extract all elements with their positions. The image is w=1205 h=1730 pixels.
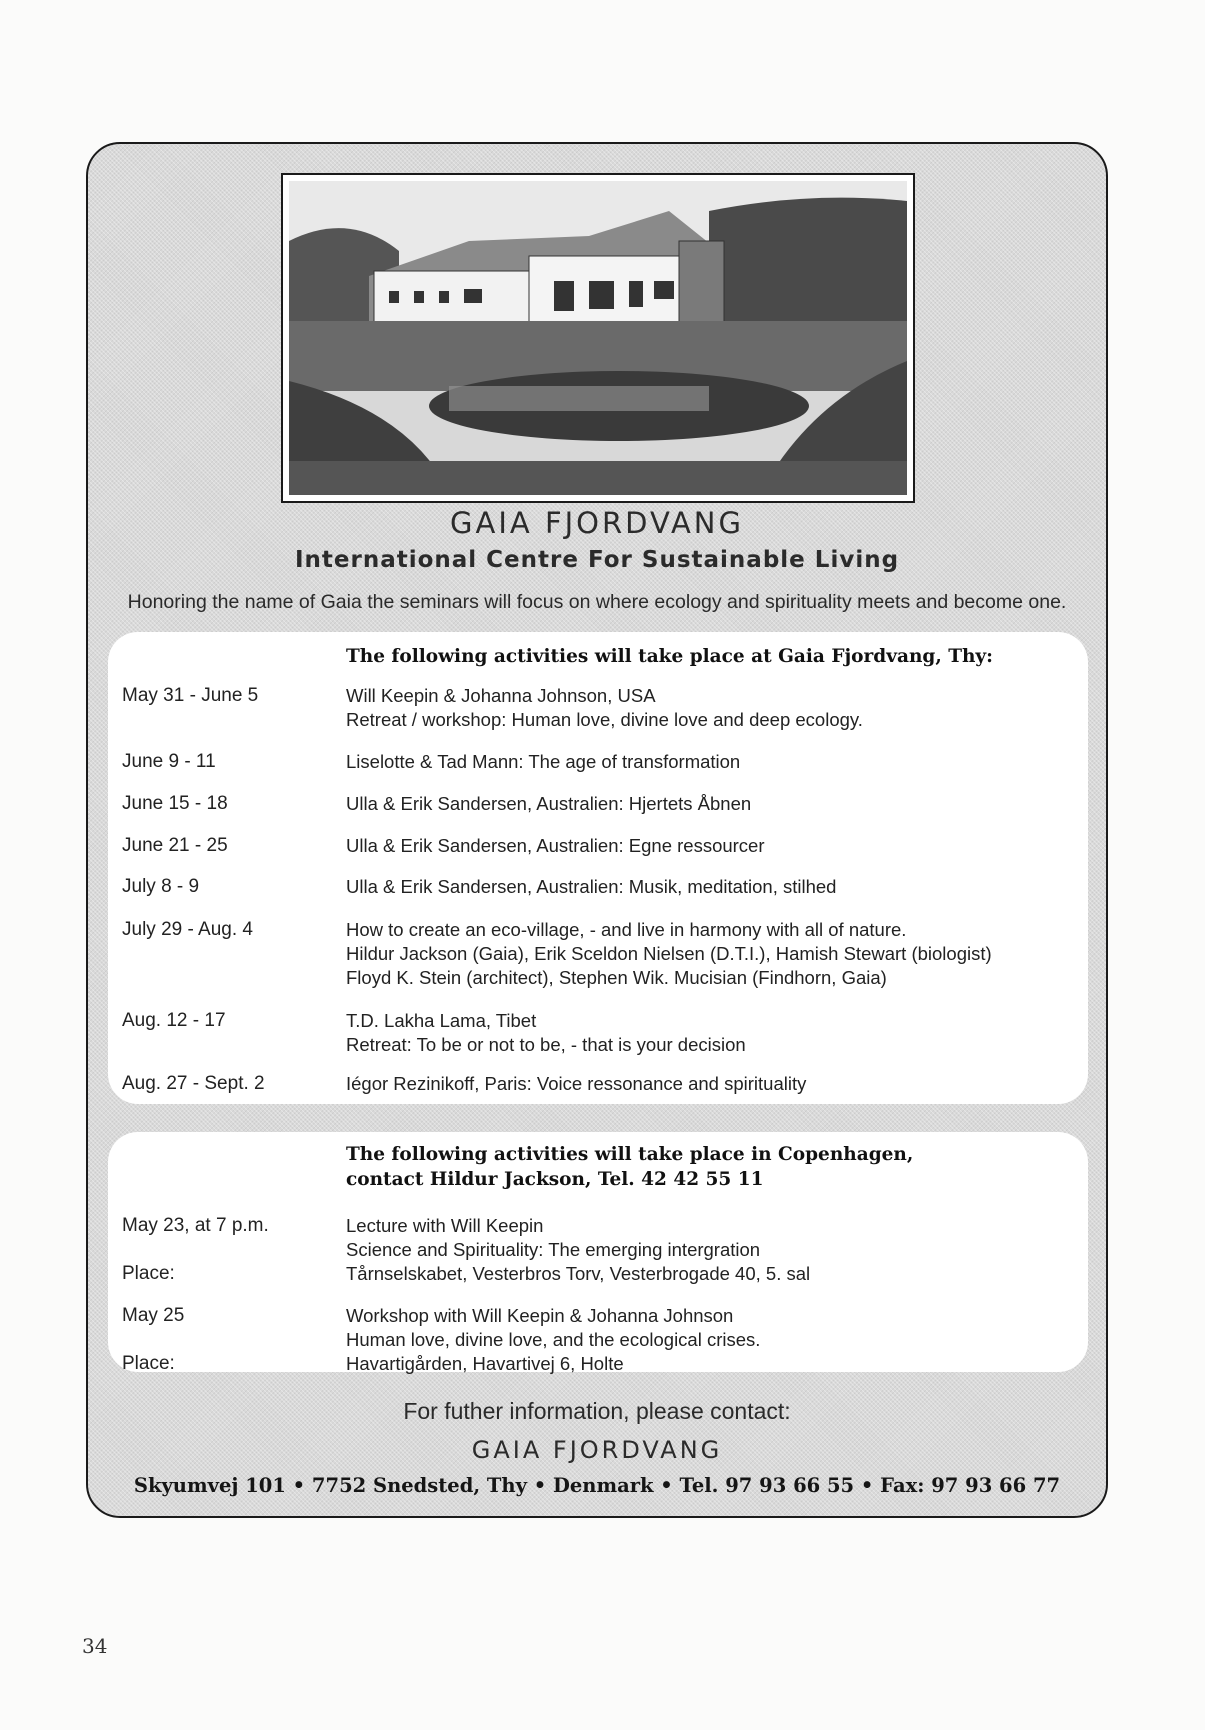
event-date: May 25 [122,1305,185,1326]
thy-heading: The following activities will take place at Gaia Fjordvang, Thy: [346,646,994,667]
event-date: June 15 - 18 [122,793,228,814]
cph-heading-line2: contact Hildur Jackson, Tel. 42 42 55 11 [346,1169,764,1190]
contact-intro: For futher information, please contact: [403,1398,791,1424]
cph-heading-line1: The following activities will take place in Copenhagen, [346,1144,914,1165]
contact-address: Skyumvej 101 • 7752 Snedsted, Thy • Denmark • Tel. 97 93 66 55 • Fax: 97 93 66 77 [133,1474,1061,1497]
copenhagen-activities-panel [108,1132,1088,1372]
tagline: Honoring the name of Gaia the seminars will focus on where ecology and spirituality meets and become one. [127,591,1067,613]
place-label: Place: [122,1353,175,1374]
event-line: Workshop with Will Keepin & Johanna Johnson [346,1305,734,1326]
event-line: Lecture with Will Keepin [346,1215,544,1236]
contact-name: GAIA FJORDVANG [471,1436,723,1464]
event-line: Retreat: To be or not to be, - that is your decision [346,1034,746,1055]
event-date: July 8 - 9 [122,876,200,897]
event-line: Floyd K. Stein (architect), Stephen Wik. Mucisian (Findhorn, Gaia) [346,967,887,988]
event-date: Aug. 12 - 17 [122,1010,226,1031]
event-date: June 21 - 25 [122,835,228,856]
place-label: Place: [122,1263,175,1284]
advertisement-frame [86,142,1108,1518]
org-subtitle: International Centre For Sustainable Living [294,547,900,573]
house-by-pond-image [289,181,907,495]
event-date: May 23, at 7 p.m. [122,1215,269,1236]
thy-activities-panel [108,632,1088,1104]
page-number: 34 [82,1634,108,1658]
event-line: Ulla & Erik Sandersen, Australien: Musik, meditation, stilhed [346,876,837,897]
event-line: Iégor Rezinikoff, Paris: Voice ressonance and spirituality [346,1073,807,1094]
event-line: Ulla & Erik Sandersen, Australien: Hjertets Åbnen [346,793,752,814]
event-line: Will Keepin & Johanna Johnson, USA [346,685,656,706]
event-date: June 9 - 11 [122,751,216,772]
building-photo [281,173,915,503]
event-line: T.D. Lakha Lama, Tibet [346,1010,537,1031]
event-line: Havartigården, Havartivej 6, Holte [346,1353,624,1374]
event-line: Hildur Jackson (Gaia), Erik Sceldon Nielsen (D.T.I.), Hamish Stewart (biologist) [346,943,992,964]
event-line: Science and Spirituality: The emerging intergration [346,1239,761,1260]
org-title: GAIA FJORDVANG [450,506,744,540]
event-date: Aug. 27 - Sept. 2 [122,1073,265,1094]
event-line: Tårnselskabet, Vesterbros Torv, Vesterbrogade 40, 5. sal [346,1263,811,1284]
event-date: May 31 - June 5 [122,685,259,706]
event-line: Liselotte & Tad Mann: The age of transformation [346,751,741,772]
event-line: Ulla & Erik Sandersen, Australien: Egne ressourcer [346,835,765,856]
event-line: Retreat / workshop: Human love, divine love and deep ecology. [346,709,863,730]
event-line: Human love, divine love, and the ecological crises. [346,1329,761,1350]
event-line: How to create an eco-village, - and live in harmony with all of nature. [346,919,907,940]
event-date: July 29 - Aug. 4 [122,919,253,940]
